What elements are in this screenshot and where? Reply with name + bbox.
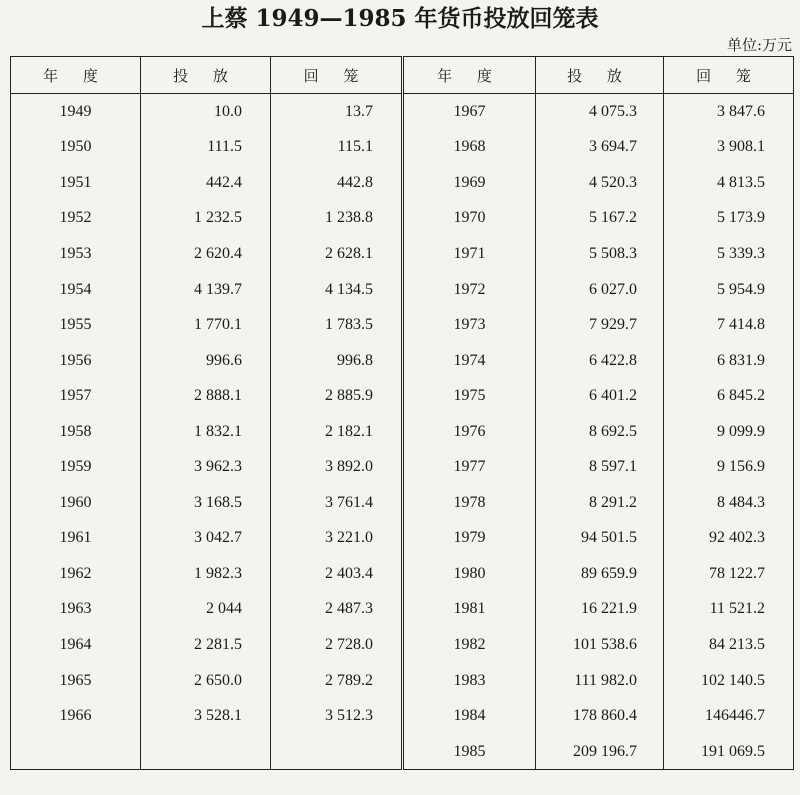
table-row (11, 521, 794, 557)
header-withdraw-left: 回 笼 (271, 57, 403, 94)
left-issue-cell: 2 888.1 (141, 378, 271, 414)
left-year-cell: 1966 (11, 698, 141, 734)
right-withdraw-cell: 102 140.5 (664, 663, 794, 699)
left-year-cell: 1950 (11, 130, 141, 166)
left-issue-cell: 2 044 (141, 592, 271, 628)
right-year-cell: 1976 (403, 414, 536, 450)
right-year-cell: 1979 (403, 521, 536, 557)
left-year-cell: 1959 (11, 449, 141, 485)
left-issue-cell: 442.4 (141, 165, 271, 201)
left-issue-cell: 111.5 (141, 130, 271, 166)
left-year-cell: 1955 (11, 307, 141, 343)
header-year-left: 年 度 (11, 57, 141, 94)
left-issue-cell: 2 620.4 (141, 236, 271, 272)
right-issue-cell: 4 075.3 (536, 94, 664, 130)
left-withdraw-cell: 13.7 (271, 94, 403, 130)
left-issue-cell: 1 770.1 (141, 307, 271, 343)
header-issue-left: 投 放 (141, 57, 271, 94)
table-row (11, 165, 794, 201)
left-issue-cell: 4 139.7 (141, 272, 271, 308)
left-issue-cell: 1 232.5 (141, 201, 271, 237)
left-issue-cell: 3 168.5 (141, 485, 271, 521)
table-row (11, 449, 794, 485)
left-year-cell: 1962 (11, 556, 141, 592)
right-issue-cell: 8 597.1 (536, 449, 664, 485)
right-withdraw-cell: 9 099.9 (664, 414, 794, 450)
table-row (11, 627, 794, 663)
left-year-cell: 1954 (11, 272, 141, 308)
right-year-cell: 1971 (403, 236, 536, 272)
left-withdraw-cell: 996.8 (271, 343, 403, 379)
table-row (11, 698, 794, 734)
right-withdraw-cell: 78 122.7 (664, 556, 794, 592)
table-row (11, 236, 794, 272)
left-withdraw-cell: 2 728.0 (271, 627, 403, 663)
right-withdraw-cell: 6 831.9 (664, 343, 794, 379)
right-withdraw-cell: 9 156.9 (664, 449, 794, 485)
right-withdraw-cell: 5 339.3 (664, 236, 794, 272)
header-row (11, 57, 794, 94)
table-row (11, 485, 794, 521)
table-row (11, 272, 794, 308)
left-year-cell: 1960 (11, 485, 141, 521)
left-withdraw-cell: 2 487.3 (271, 592, 403, 628)
right-year-cell: 1974 (403, 343, 536, 379)
left-year-cell: 1964 (11, 627, 141, 663)
right-year-cell: 1983 (403, 663, 536, 699)
right-year-cell: 1972 (403, 272, 536, 308)
left-withdraw-cell: 2 885.9 (271, 378, 403, 414)
table-title: 上蔡 1949—1985 年货币投放回笼表 (201, 5, 599, 32)
left-issue-cell: 3 528.1 (141, 698, 271, 734)
header-year-right: 年 度 (403, 57, 536, 94)
left-year-cell (11, 734, 141, 770)
left-year-cell: 1965 (11, 663, 141, 699)
right-year-cell: 1982 (403, 627, 536, 663)
table-row (11, 734, 794, 770)
left-withdraw-cell: 3 892.0 (271, 449, 403, 485)
left-withdraw-cell: 3 761.4 (271, 485, 403, 521)
left-withdraw-cell: 2 789.2 (271, 663, 403, 699)
right-issue-cell: 7 929.7 (536, 307, 664, 343)
right-issue-cell: 6 027.0 (536, 272, 664, 308)
table-row (11, 556, 794, 592)
right-issue-cell: 8 692.5 (536, 414, 664, 450)
left-withdraw-cell: 442.8 (271, 165, 403, 201)
left-issue-cell: 10.0 (141, 94, 271, 130)
right-year-cell: 1968 (403, 130, 536, 166)
right-withdraw-cell: 3 847.6 (664, 94, 794, 130)
right-withdraw-cell: 4 813.5 (664, 165, 794, 201)
table-row (11, 663, 794, 699)
right-issue-cell: 89 659.9 (536, 556, 664, 592)
right-withdraw-cell: 11 521.2 (664, 592, 794, 628)
table-row (11, 414, 794, 450)
right-issue-cell: 101 538.6 (536, 627, 664, 663)
left-issue-cell: 1 832.1 (141, 414, 271, 450)
left-withdraw-cell: 2 403.4 (271, 556, 403, 592)
right-issue-cell: 94 501.5 (536, 521, 664, 557)
header-withdraw-right: 回 笼 (664, 57, 794, 94)
right-year-cell: 1970 (403, 201, 536, 237)
left-year-cell: 1958 (11, 414, 141, 450)
header-issue-right: 投 放 (536, 57, 664, 94)
right-issue-cell: 111 982.0 (536, 663, 664, 699)
currency-table (10, 56, 794, 770)
left-year-cell: 1952 (11, 201, 141, 237)
left-issue-cell: 2 650.0 (141, 663, 271, 699)
right-year-cell: 1981 (403, 592, 536, 628)
right-year-cell: 1973 (403, 307, 536, 343)
right-year-cell: 1984 (403, 698, 536, 734)
right-withdraw-cell: 5 954.9 (664, 272, 794, 308)
right-withdraw-cell: 146446.7 (664, 698, 794, 734)
left-issue-cell: 3 962.3 (141, 449, 271, 485)
table-row (11, 307, 794, 343)
left-withdraw-cell: 1 783.5 (271, 307, 403, 343)
right-year-cell: 1975 (403, 378, 536, 414)
right-issue-cell: 209 196.7 (536, 734, 664, 770)
left-year-cell: 1949 (11, 94, 141, 130)
left-withdraw-cell (271, 734, 403, 770)
left-year-cell: 1961 (11, 521, 141, 557)
right-withdraw-cell: 8 484.3 (664, 485, 794, 521)
right-issue-cell: 5 167.2 (536, 201, 664, 237)
right-year-cell: 1985 (403, 734, 536, 770)
left-withdraw-cell: 1 238.8 (271, 201, 403, 237)
right-withdraw-cell: 7 414.8 (664, 307, 794, 343)
table-row (11, 130, 794, 166)
left-withdraw-cell: 2 182.1 (271, 414, 403, 450)
left-withdraw-cell: 4 134.5 (271, 272, 403, 308)
left-issue-cell (141, 734, 271, 770)
left-issue-cell: 2 281.5 (141, 627, 271, 663)
right-issue-cell: 8 291.2 (536, 485, 664, 521)
left-issue-cell: 1 982.3 (141, 556, 271, 592)
left-withdraw-cell: 3 221.0 (271, 521, 403, 557)
unit-label: 单位:万元 (726, 36, 792, 54)
right-issue-cell: 178 860.4 (536, 698, 664, 734)
right-withdraw-cell: 92 402.3 (664, 521, 794, 557)
right-withdraw-cell: 84 213.5 (664, 627, 794, 663)
right-year-cell: 1977 (403, 449, 536, 485)
left-year-cell: 1951 (11, 165, 141, 201)
left-year-cell: 1956 (11, 343, 141, 379)
left-year-cell: 1953 (11, 236, 141, 272)
table-row (11, 378, 794, 414)
left-withdraw-cell: 3 512.3 (271, 698, 403, 734)
table-row (11, 343, 794, 379)
left-year-cell: 1957 (11, 378, 141, 414)
right-withdraw-cell: 5 173.9 (664, 201, 794, 237)
left-issue-cell: 3 042.7 (141, 521, 271, 557)
left-withdraw-cell: 2 628.1 (271, 236, 403, 272)
left-year-cell: 1963 (11, 592, 141, 628)
right-issue-cell: 5 508.3 (536, 236, 664, 272)
table-row (11, 94, 794, 130)
left-issue-cell: 996.6 (141, 343, 271, 379)
right-issue-cell: 3 694.7 (536, 130, 664, 166)
right-issue-cell: 6 422.8 (536, 343, 664, 379)
right-withdraw-cell: 3 908.1 (664, 130, 794, 166)
right-year-cell: 1978 (403, 485, 536, 521)
right-issue-cell: 16 221.9 (536, 592, 664, 628)
right-issue-cell: 4 520.3 (536, 165, 664, 201)
right-year-cell: 1969 (403, 165, 536, 201)
right-issue-cell: 6 401.2 (536, 378, 664, 414)
table-row (11, 201, 794, 237)
left-withdraw-cell: 115.1 (271, 130, 403, 166)
table-row (11, 592, 794, 628)
right-withdraw-cell: 191 069.5 (664, 734, 794, 770)
right-withdraw-cell: 6 845.2 (664, 378, 794, 414)
right-year-cell: 1980 (403, 556, 536, 592)
right-year-cell: 1967 (403, 94, 536, 130)
